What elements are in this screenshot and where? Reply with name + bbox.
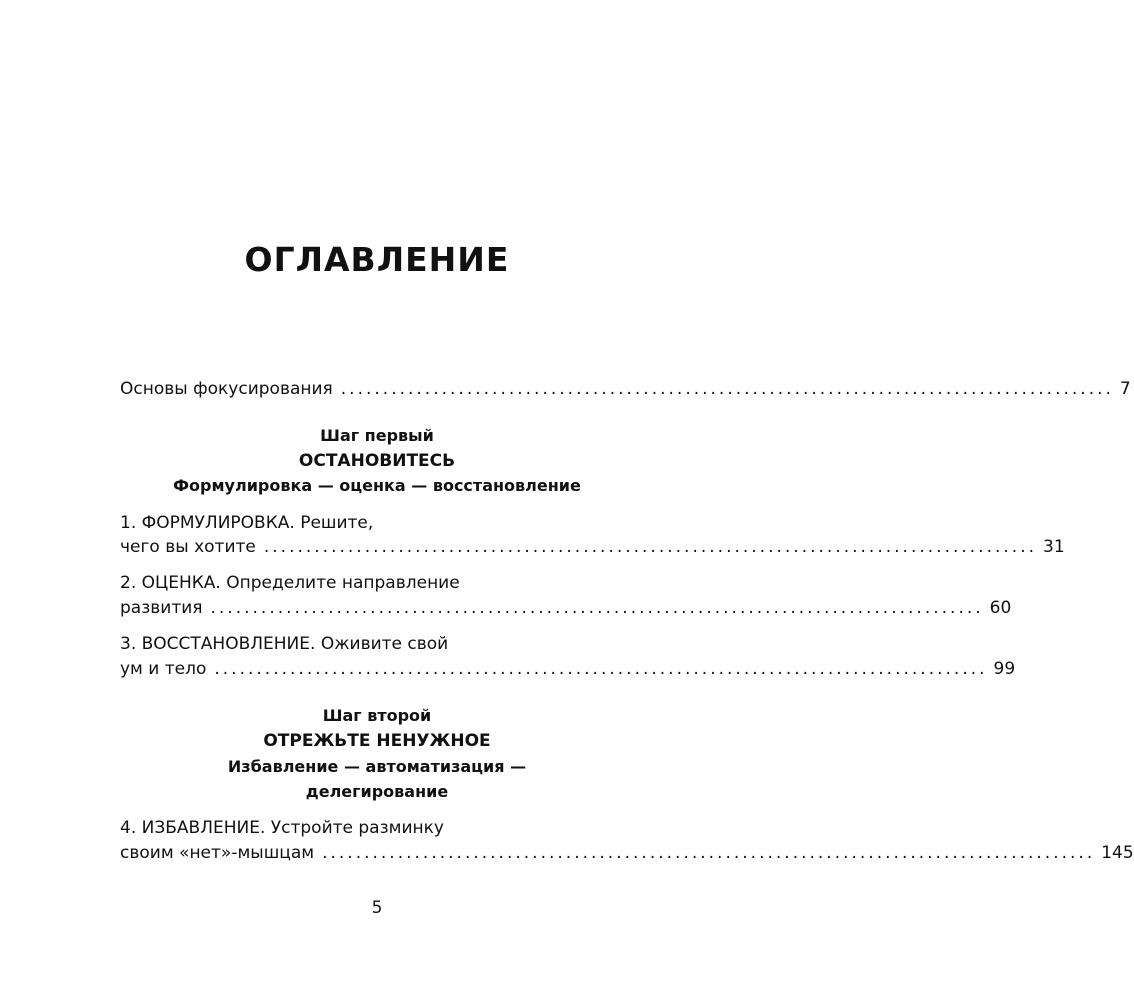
toc-page-number: 99: [993, 659, 1016, 679]
toc-entry-label: Основы фокусирования: [120, 379, 333, 399]
toc-entry-ch1[interactable]: [120, 535, 1065, 559]
toc-entry-label: своим «нет»-мышцам: [120, 843, 315, 863]
toc-entry-ch2[interactable]: [120, 596, 1012, 620]
step-subtitle: Формулировка — оценка — восстановление: [173, 476, 581, 495]
toc-entry-title[interactable]: 2. ОЦЕНКА. Определите направление: [120, 573, 460, 593]
step-label: Шаг первый: [320, 426, 434, 445]
toc-leader-dots: ............................................................................................: [210, 598, 984, 618]
toc-entry-label: ум и тело: [120, 659, 207, 679]
page-number: 5: [371, 898, 383, 918]
toc-entry-ch4[interactable]: [120, 841, 1134, 865]
toc-page-number: 31: [1043, 537, 1065, 557]
toc-entry-title[interactable]: 3. ВОССТАНОВЛЕНИЕ. Оживите свой: [120, 634, 449, 654]
toc-leader-dots: ............................................................................................: [214, 659, 988, 679]
toc-entry-label: чего вы хотите: [120, 537, 256, 557]
toc-entry-intro[interactable]: [120, 377, 1131, 401]
toc-leader-dots: ............................................................................................: [322, 843, 1096, 863]
toc-page-number: 145: [1101, 843, 1134, 863]
toc-leader-dots: ............................................................................................: [340, 379, 1114, 399]
step-label: Шаг второй: [322, 706, 432, 725]
step-heading: ОТРЕЖЬТЕ НЕНУЖНОЕ: [263, 731, 491, 751]
step-subtitle: Избавление — автоматизация —: [227, 757, 527, 776]
toc-entry-label: развития: [120, 598, 203, 618]
toc-entry-title[interactable]: 1. ФОРМУЛИРОВКА. Решите,: [120, 513, 374, 533]
toc-entry-title[interactable]: 4. ИЗБАВЛЕНИЕ. Устройте разминку: [120, 818, 444, 838]
toc-page-number: 60: [989, 598, 1012, 618]
step-heading: ОСТАНОВИТЕСЬ: [298, 451, 456, 471]
step-subtitle: делегирование: [305, 782, 449, 801]
page-title: ОГЛАВЛЕНИЕ: [244, 240, 510, 279]
toc-page-number: 7: [1119, 379, 1131, 399]
toc-entry-ch3[interactable]: [120, 657, 1016, 681]
toc-leader-dots: ............................................................................................: [263, 537, 1038, 557]
